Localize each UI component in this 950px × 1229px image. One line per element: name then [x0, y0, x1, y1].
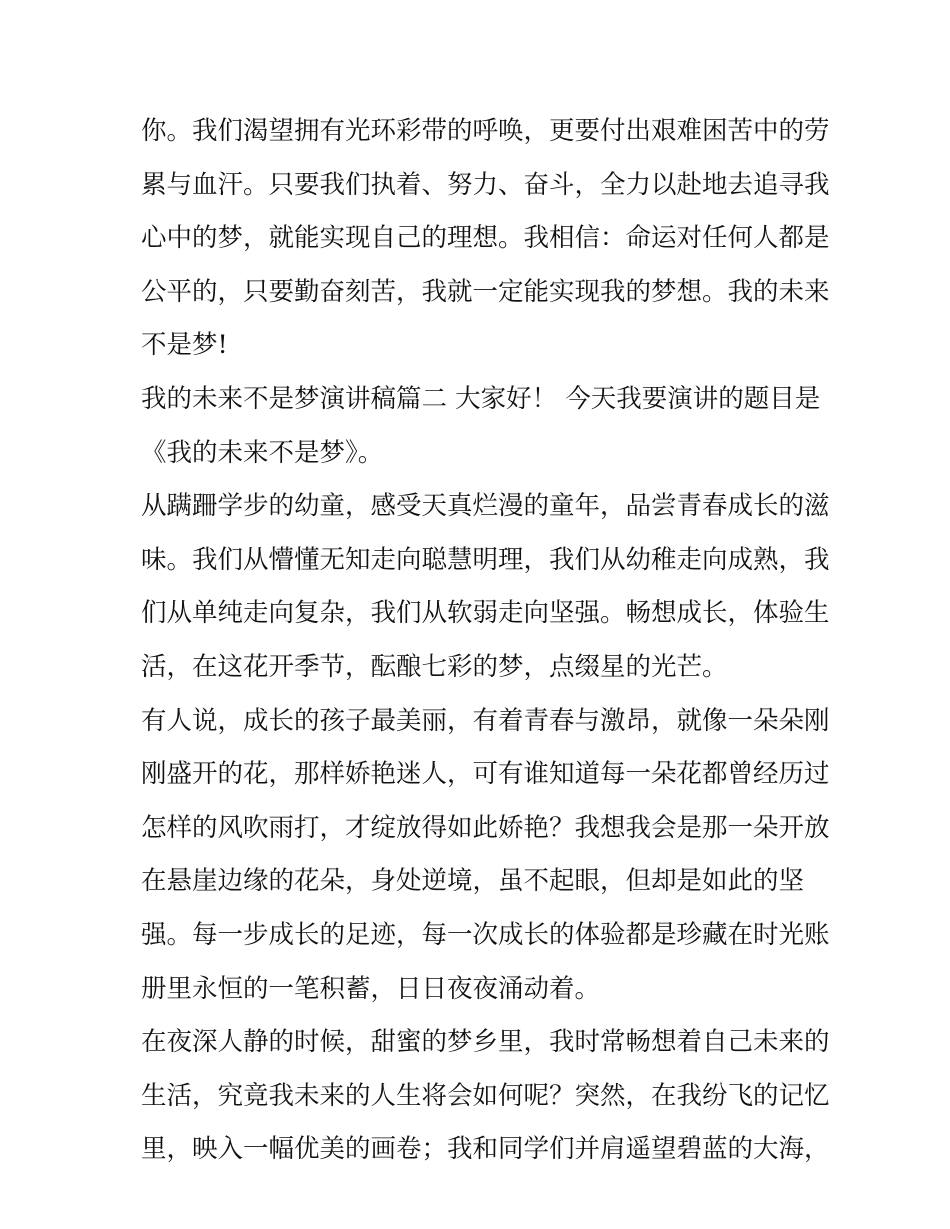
text-line: 在夜深人静的时候，甜蜜的梦乡里，我时常畅想着自己未来的 [141, 1027, 830, 1058]
text-line: 公平的，只要勤奋刻苦，我就一定能实现我的梦想。我的未来 [141, 276, 830, 307]
text-line: 里，映入一幅优美的画卷；我和同学们并肩遥望碧蓝的大海， [141, 1134, 830, 1165]
text-line: 活，在这花开季节，酝酿七彩的梦，点缀星的光芒。 [141, 651, 728, 682]
document-body [141, 105, 830, 1177]
text-line: 心中的梦，就能实现自己的理想。我相信：命运对任何人都是 [141, 223, 830, 254]
text-line: 册里永恒的一笔积蓄，日日夜夜涌动着。 [141, 973, 601, 1004]
text-line: 强。每一步成长的足迹，每一次成长的体验都是珍藏在时光账 [141, 919, 830, 950]
text-line: 怎样的风吹雨打，才绽放得如此娇艳？我想我会是那一朵开放 [141, 812, 830, 843]
text-line: 生活，究竟我未来的人生将会如何呢？突然，在我纷飞的记忆 [141, 1080, 830, 1111]
text-line: 味。我们从懵懂无知走向聪慧明理，我们从幼稚走向成熟，我 [141, 544, 830, 575]
text-line: 刚盛开的花，那样娇艳迷人，可有谁知道每一朵花都曾经历过 [141, 759, 830, 790]
text-line: 你。我们渴望拥有光环彩带的呼唤，更要付出艰难困苦中的劳 [141, 116, 830, 146]
text-line: 有人说，成长的孩子最美丽，有着青春与激昂，就像一朵朵刚 [141, 705, 830, 736]
section-heading-line: 我的未来不是梦演讲稿篇二 大家好！ 今天我要演讲的题目是 [141, 383, 821, 414]
text-line: 们从单纯走向复杂，我们从软弱走向坚强。畅想成长，体验生 [141, 598, 830, 629]
text-line: 累与血汗。只要我们执着、努力、奋斗，全力以赴地去追寻我 [141, 169, 830, 200]
text-line: 《我的未来不是梦》。 [141, 437, 384, 468]
text-line: 不是梦! [141, 330, 228, 361]
text-line: 在悬崖边缘的花朵，身处逆境，虽不起眼，但却是如此的坚 [141, 866, 805, 897]
text-line: 从蹒跚学步的幼童，感受天真烂漫的童年，品尝青春成长的滋 [141, 491, 830, 522]
